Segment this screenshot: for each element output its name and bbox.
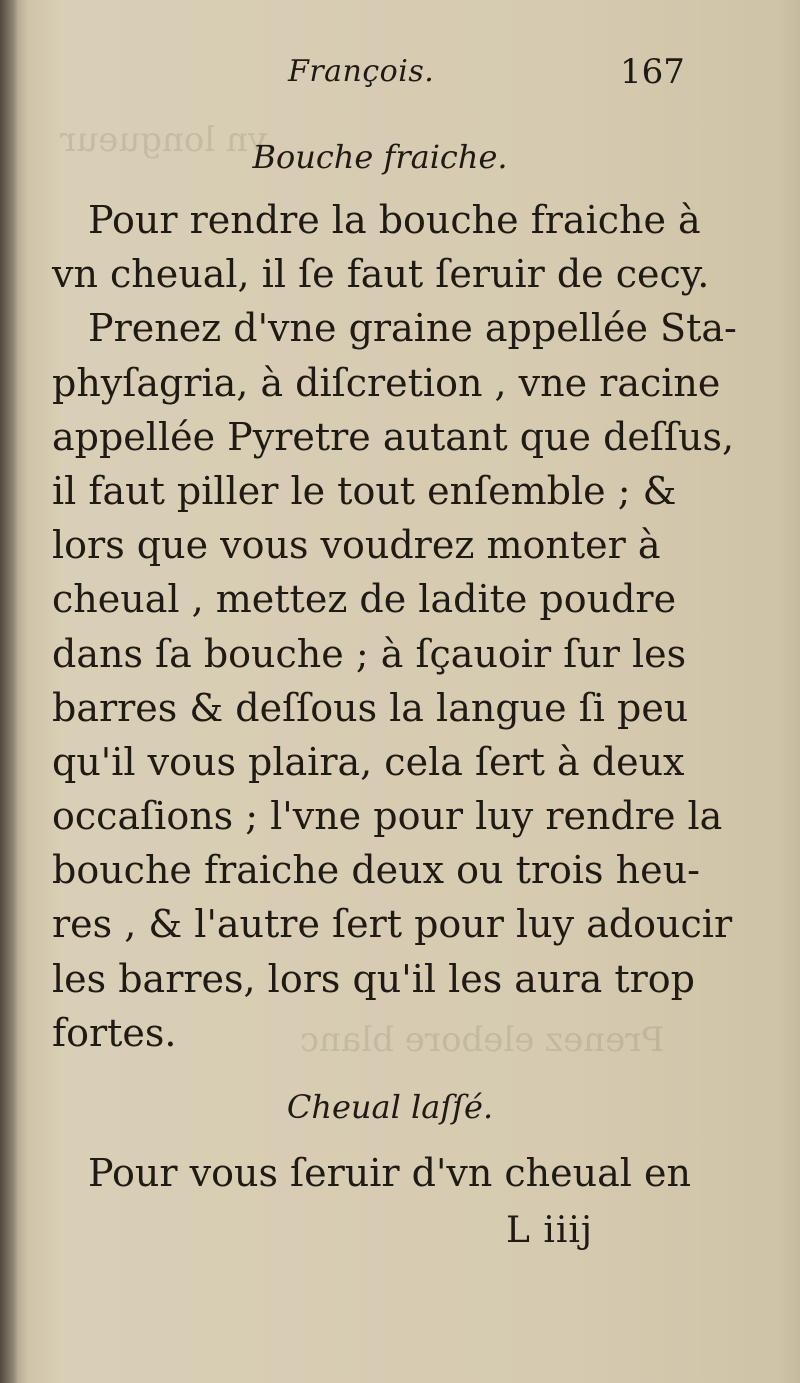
- section-title: Bouche fraiche.: [252, 138, 508, 176]
- text-line: appellée Pyretre autant que deſſus,: [52, 414, 735, 459]
- section-body: [52, 1146, 742, 1200]
- text-line: les barres, lors qu'il les aura trop: [52, 956, 695, 1001]
- text-line: Prenez d'vne graine appellée Sta-: [88, 306, 737, 351]
- page-number: 167: [620, 52, 685, 92]
- text-line: fortes.: [52, 1010, 177, 1055]
- text-line: il faut piller le tout enſemble ; &: [52, 468, 677, 513]
- text-line: res , & l'autre ſert pour luy adoucir: [52, 902, 733, 947]
- text-line: Pour rendre la bouche fraiche à: [88, 198, 701, 242]
- text-line: Pour vous ſeruir d'vn cheual en: [88, 1151, 691, 1195]
- book-spine-shadow: [0, 0, 18, 1383]
- text-line: qu'il vous plaira, cela ſert à deux: [52, 739, 685, 784]
- text-line: barres & deſſous la langue ſi peu: [52, 685, 689, 730]
- page-header: [0, 44, 800, 104]
- text-line: dans ſa bouche ; à ſçauoir ſur les: [52, 631, 687, 676]
- text-line: vn cheual, il ſe faut ſeruir de cecy.: [52, 252, 710, 297]
- text-line: lors que vous voudrez monter à: [52, 523, 661, 568]
- running-head: François.: [288, 54, 435, 89]
- text-line: phyſagria, à diſcretion , vne racine: [52, 360, 721, 405]
- bleed-through-text: vn longueur: [60, 120, 268, 160]
- text-line: cheual , mettez de ladite poudre: [52, 577, 677, 622]
- bleed-through-text: Prenez elebore blanc: [300, 1020, 665, 1060]
- text-line: bouche fraiche deux ou trois heu-: [52, 848, 700, 893]
- section-title: Cheual laſſé.: [286, 1088, 494, 1126]
- text-line: occaſions ; l'vne pour luy rendre la: [52, 794, 723, 839]
- section-body: [52, 193, 742, 1060]
- signature-mark: L iiij: [506, 1210, 594, 1251]
